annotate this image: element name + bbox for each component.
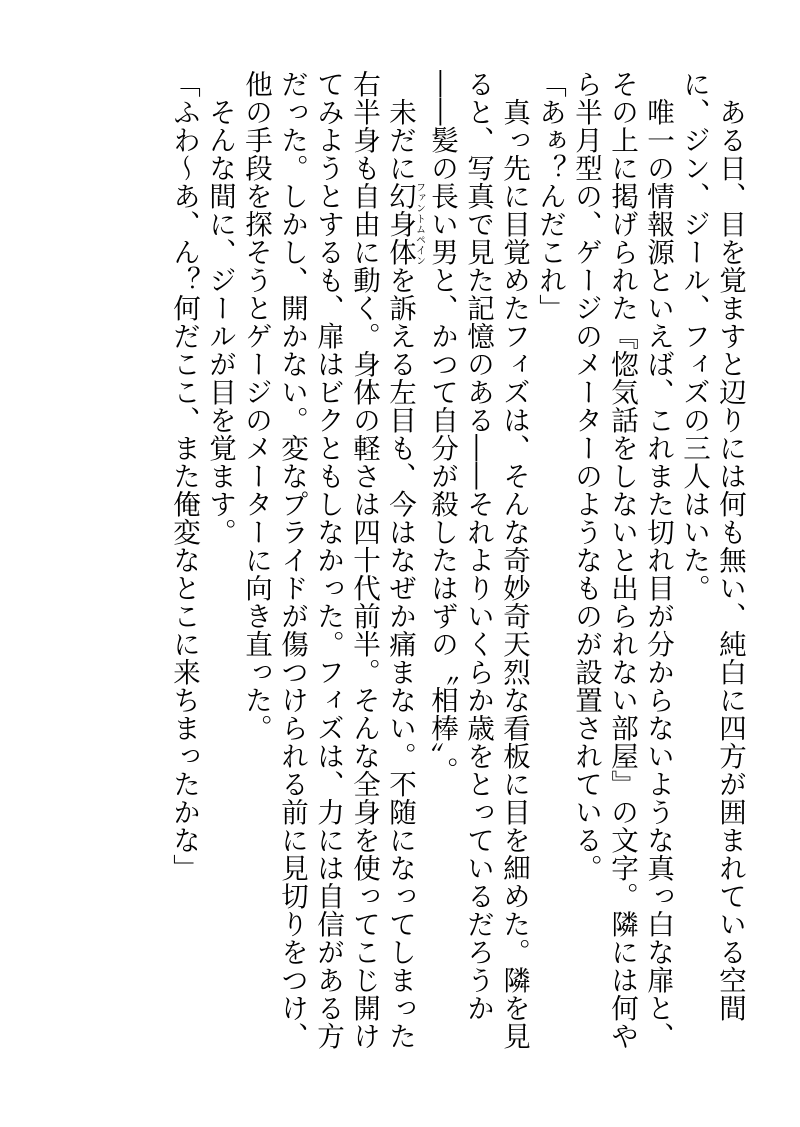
paragraph-5 <box>238 70 424 1070</box>
paragraph-2: 唯一の情報源といえば、これまた切れ目が分からないような真っ白な扉と、その上に掲げられた『惚気話をしないと出られない部屋』の文字。隣には何やら半月型の、ゲージのメーターのようなものが設置されている。 <box>570 70 674 1050</box>
paragraph-6: そんな間に、ジールが目を覚ます。 <box>204 97 236 546</box>
ruby-phantom-pain <box>384 181 425 266</box>
ruby-reading: ファントムペイン <box>413 181 425 266</box>
ruby-base: 幻身体 <box>384 181 416 266</box>
paragraph-1: ある日、目を覚ますと辺りには何も無い、純白に四方が囲まれている空間に、ジン、ジール、フィズの三人はいた。 <box>678 70 746 1022</box>
paragraph-5-before: 未だに <box>384 97 416 182</box>
dialogue-line-2: 「ふわ～あ、ん？何だここ、また俺変なとこに来ちまったかな」 <box>168 70 200 882</box>
vertical-text-body <box>48 70 748 1070</box>
dialogue-line-1: 「あぁ？んだこれ」 <box>534 70 566 322</box>
paragraph-4: 真っ先に目覚めたフィズは、そんな奇妙奇天烈な看板に目を細めた。隣を見ると、写真で見た記憶のある――それよりいくらか歳をとっているだろうか――髪の長い男と、かつて自分が殺したはずの〝相棒〟。 <box>426 70 530 1050</box>
paragraph-5-after: を訴える左目も、今はなぜか痛まない。不随になってしまった右半身も自由に動く。身体の軽さは四十代前半。そんな全身を使ってこじ開けてみようとするも、扉はビクともしなかった。フィズは、力には自信がある方だった。しかし、開かない。変なプライドが傷つけられる前に見切りをつけ、他の手段を探そうとゲージのメーターに向き直った。 <box>240 70 416 1050</box>
